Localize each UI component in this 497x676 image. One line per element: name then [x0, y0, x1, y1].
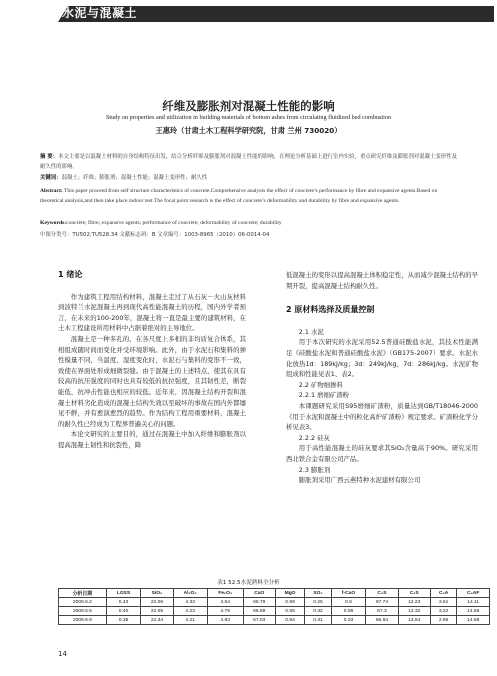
table-header-cell: Fe₂O₃: [207, 589, 243, 598]
abstract-en: [40, 186, 460, 206]
subsection-2-3: 2.3 膨胀剂: [298, 465, 331, 474]
table-cell: 2009.6.5: [59, 607, 107, 616]
table-header-cell: Al₂O₃: [173, 589, 207, 598]
section-header: [0, 0, 497, 28]
table-cell: 0.43: [106, 598, 141, 607]
table-header-cell: C₃S: [366, 589, 398, 598]
left-column: [58, 270, 246, 451]
table-cell: 12.23: [398, 598, 430, 607]
paragraph: 本课题研究采用S95磨细矿渣粉，质量达到GB/T18046-2000《用于水泥和混凝土中的粒化高炉矿渣粉》规定要求。矿渣粉化学分析见表3。: [286, 401, 478, 432]
table-cell: 67.03: [243, 616, 275, 625]
table-cell: 66.94: [366, 616, 398, 625]
article-title: 纤维及膨胀剂对混凝土性能的影响: [162, 99, 335, 113]
table-cell: 2.96: [430, 616, 457, 625]
table-cell: 2009.6.9: [59, 616, 107, 625]
table-cell: 0.5: [331, 598, 366, 607]
table-cell: 0.94: [275, 616, 304, 625]
table-cell: 0.33: [331, 616, 366, 625]
right-column: [286, 270, 478, 486]
table-header-cell: f-CaO: [331, 589, 366, 598]
abstract-en-label: Abstract:: [40, 188, 63, 194]
table-cell: 22.06: [141, 598, 173, 607]
table-row: [59, 607, 490, 616]
keywords-en: [40, 218, 460, 228]
abstract-zh: [40, 152, 460, 172]
keywords-label: 关键词：: [40, 175, 62, 181]
keywords-en-label: Keywords:: [40, 220, 67, 226]
section-heading-1: 1 绪论: [58, 270, 83, 279]
subsection-2-2: 2.2 矿物细掺料: [298, 380, 343, 389]
table-cell: 0.95: [275, 607, 304, 616]
table-cell: 0.25: [305, 598, 332, 607]
table-cell: 12.32: [398, 607, 430, 616]
paragraph: 作为建筑工程用结构材料，混凝土走过了从石灰－火山灰材料到波特兰水泥混凝土再到现代高性能混凝土的历程，国内外学者预言，在未来的100-200年，混凝土将一直是最主要的建筑材料，在土木工程建设所用材料中占据着绝对的主导地位。: [58, 292, 246, 333]
abstract-en-text: This paper proceed from self structure characteristics of concrete.Comprehensive analysis the effect of concrete’s performance by fibre and expansive agents.Based on theoretical analysis,and then take place indoor test.The focal point research is the effect of concrete’s deformability and durability by fibre and expansive agents.: [40, 188, 438, 204]
table-header-cell: CaO: [243, 589, 275, 598]
keywords-en-text: concrete; fibre; expansive agents; performance of concrete; deformability of concrete; durability: [66, 220, 282, 226]
section-title: 水泥与混凝土: [62, 6, 138, 20]
table-cell: 0.32: [305, 607, 332, 616]
table-row: [59, 598, 490, 607]
table-cell: 14.68: [457, 616, 490, 625]
page-number: 14: [58, 650, 67, 658]
article-title-en: Study on properties and utilization in building materials of bottom ashes from circulating fluidized bed combustion: [105, 114, 392, 121]
keywords-text: 混凝土；纤维；膨胀剂；混凝土性能；混凝土变形性；耐久性: [61, 175, 208, 181]
table-cell: 2009.6.2: [59, 598, 107, 607]
table-header-cell: C₄AF: [457, 589, 490, 598]
table-header-cell: C₃A: [430, 589, 457, 598]
table-cell: 4.23: [173, 607, 207, 616]
section-heading-2: 2 原材料选择及质量控制: [286, 305, 375, 315]
table-caption: 表1 52.5水泥熟料全分析: [217, 580, 280, 586]
article-authors: 王惠玲（甘肃土木工程科学研究院，甘肃 兰州 730020）: [155, 126, 342, 135]
table-cell: 4.64: [207, 598, 243, 607]
abstract-label: 摘 要：: [40, 154, 59, 160]
table-header-cell: SiO₂: [141, 589, 173, 598]
table-cell: 66.79: [243, 598, 275, 607]
table-cell: 4.33: [173, 598, 207, 607]
paragraph: 本论文研究的主要目的，通过在混凝土中加入纤维和膨胀剂以提高混凝土韧性和抗裂性，降: [58, 430, 246, 449]
table-header-cell: 分析日期: [59, 589, 107, 598]
keywords-zh: [40, 173, 460, 183]
table-cell: 0.40: [106, 607, 141, 616]
table-cell: 0.96: [331, 607, 366, 616]
table-cell: 13.64: [398, 616, 430, 625]
table-cell: 4.79: [207, 607, 243, 616]
table-cell: 4.21: [173, 616, 207, 625]
table-cell: 0.99: [275, 598, 304, 607]
paragraph: 膨胀剂采用广西云燕特种水泥建材有限公司: [298, 476, 421, 485]
paragraph: 低混凝土的变形以提高混凝土体积稳定性，从而减少混凝土结构的早期开裂，提高混凝土结构耐久性。: [286, 271, 478, 290]
clinker-analysis-table: [58, 588, 490, 625]
abstract-text: 本文主要是以混凝土材料的自身结构特征出发，结合分析纤维及膨胀剂对混凝土性能的影响，在理论分析基础上进行室内实验，重点研究纤维及膨胀剂对混凝土变形性及耐久性的影响。: [40, 154, 457, 170]
table-header-cell: C₂S: [398, 589, 430, 598]
table-cell: 22.05: [141, 607, 173, 616]
table-cell: 3.61: [430, 598, 457, 607]
table-cell: 3.22: [430, 607, 457, 616]
classification-line: 中图分类号：TU502;TU528.34 文献标志码：B 文章编号：1003-8965（2010）06-0014-04: [40, 232, 270, 238]
table-header-cell: SO₃: [305, 589, 332, 598]
table-cell: 14.56: [457, 607, 490, 616]
paragraph: 用于本次研究的水泥采用52.5普通硅酸盐水泥，其技术性能满足《硅酸盐水泥和普通硅酸盐水泥》（GB175-2007）要求。水泥水化放热1d：189kJ/kg；3d：249kJ/kg，7d：286kJ/kg。水泥矿物组成和性能见表1、表2。: [286, 338, 478, 379]
table-cell: 67.74: [366, 598, 398, 607]
table-header-cell: MgO: [275, 589, 304, 598]
paragraph: 用于高性能混凝土的硅灰要求其SiO₂含量高于90%。研究采用西北铁合金有限公司产品。: [286, 444, 478, 463]
subsection-2-1: 2.1 水泥: [298, 327, 324, 336]
table-row: [59, 616, 490, 625]
subsection-2-2-2: 2.2.2 硅灰: [298, 433, 330, 442]
paragraph: 混凝土是一种多孔的、在各尺度上多相的非均质复合体系，其相组成随时间而变化并受环境影响。此外，由于水泥石和集料的弹性模量不同，当温度、湿度变化时，水泥石与集料的变形不一致，致使在界面处形成细微裂缝。由于混凝土的上述特点，使其在具有较高的抗压强度的同时也具有较低的抗拉强度，且其韧性差，断裂能低，抗冲击性能也相应的较低。近年来，因混凝土结构开裂和混凝土材料劣化造成的混凝土结构失效以至破坏的事故在国内外都屡见不鲜，并有愈演愈烈的趋势。作为结构工程用重要材料，混凝土的耐久性已经成为工程界普遍关心的问题。: [58, 334, 246, 428]
table-cell: 66.69: [243, 607, 275, 616]
table-cell: 67.3: [366, 607, 398, 616]
subsection-2-2-1: 2.2.1 磨细矿渣粉: [298, 391, 350, 400]
table-cell: 4.83: [207, 616, 243, 625]
table-cell: 0.35: [106, 616, 141, 625]
table-cell: 0.31: [305, 616, 332, 625]
table-cell: 22.34: [141, 616, 173, 625]
table-cell: 14.11: [457, 598, 490, 607]
table-header-cell: LOSS: [106, 589, 141, 598]
table-header-row: [59, 589, 490, 598]
